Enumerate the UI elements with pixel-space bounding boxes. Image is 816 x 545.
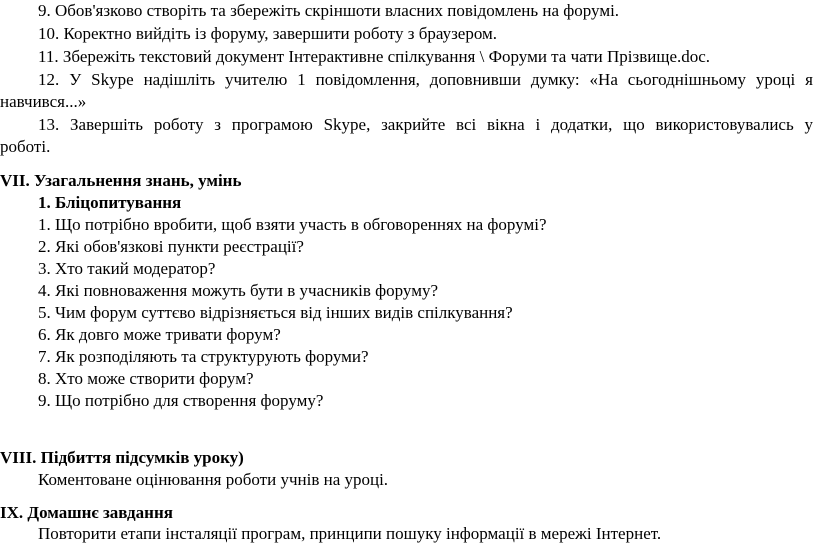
- step-number: 12.: [38, 70, 60, 89]
- step-text: Збережіть текстовий документ Інтерактивне спілкування \ Форуми та чати Прізвище.doc.: [62, 47, 711, 66]
- question-item: 9. Що потрібно для створення форуму?: [38, 391, 324, 410]
- step-10: [0, 24, 497, 44]
- step-number: 13.: [38, 115, 60, 134]
- question-item: 4. Які повноваження можуть бути в учасників форуму?: [38, 281, 439, 300]
- step-12: [0, 70, 813, 90]
- section-8-body: Коментоване оцінювання роботи учнів на уроці.: [38, 470, 389, 489]
- section-9-body: Повторити етапи інсталяції програм, принципи пошуку інформації в мережі Інтернет.: [38, 524, 662, 543]
- section-7-title: VII. Узагальнення знань, умінь: [0, 171, 242, 190]
- step-number: 9.: [38, 1, 51, 20]
- section-9-title: IX. Домашнє завдання: [0, 503, 173, 522]
- step-text: роботі.: [0, 137, 51, 156]
- section-7-subtitle: 1. Бліцопитування: [38, 193, 182, 212]
- question-item: 5. Чим форум суттєво відрізняється від інших видів спілкування?: [38, 303, 513, 322]
- question-item: 6. Як довго може тривати форум?: [38, 325, 281, 344]
- question-item: 2. Які обов'язкові пункти реєстрації?: [38, 237, 304, 256]
- step-13: [0, 115, 813, 135]
- step-9: [0, 1, 619, 21]
- step-11: [0, 47, 710, 67]
- step-text: У Skype надішліть учителю 1 повідомлення, доповнивши думку: «На сьогоднішньому уроці я: [69, 70, 813, 89]
- step-text: Обов'язково створіть та збережіть скріншоти власних повідомлень на форумі.: [55, 1, 620, 20]
- section-8-title: VIII. Підбиття підсумків уроку): [0, 448, 244, 467]
- step-text: Завершіть роботу з програмою Skype, закрийте всі вікна і додатки, що використовувались у: [70, 115, 813, 134]
- question-item: 8. Хто може створити форум?: [38, 369, 254, 388]
- step-13-continuation: [0, 137, 50, 157]
- step-number: 11.: [38, 47, 59, 66]
- question-item: 3. Хто такий модератор?: [38, 259, 216, 278]
- question-item: 1. Що потрібно вробити, щоб взяти участь в обговореннях на форумі?: [38, 215, 547, 234]
- question-item: 7. Як розподіляють та структурують форуми?: [38, 347, 369, 366]
- step-text: Коректно вийдіть із форуму, завершити роботу з браузером.: [63, 24, 498, 43]
- step-number: 10.: [38, 24, 60, 43]
- step-12-continuation: [0, 92, 86, 112]
- step-text: навчився...»: [0, 92, 87, 111]
